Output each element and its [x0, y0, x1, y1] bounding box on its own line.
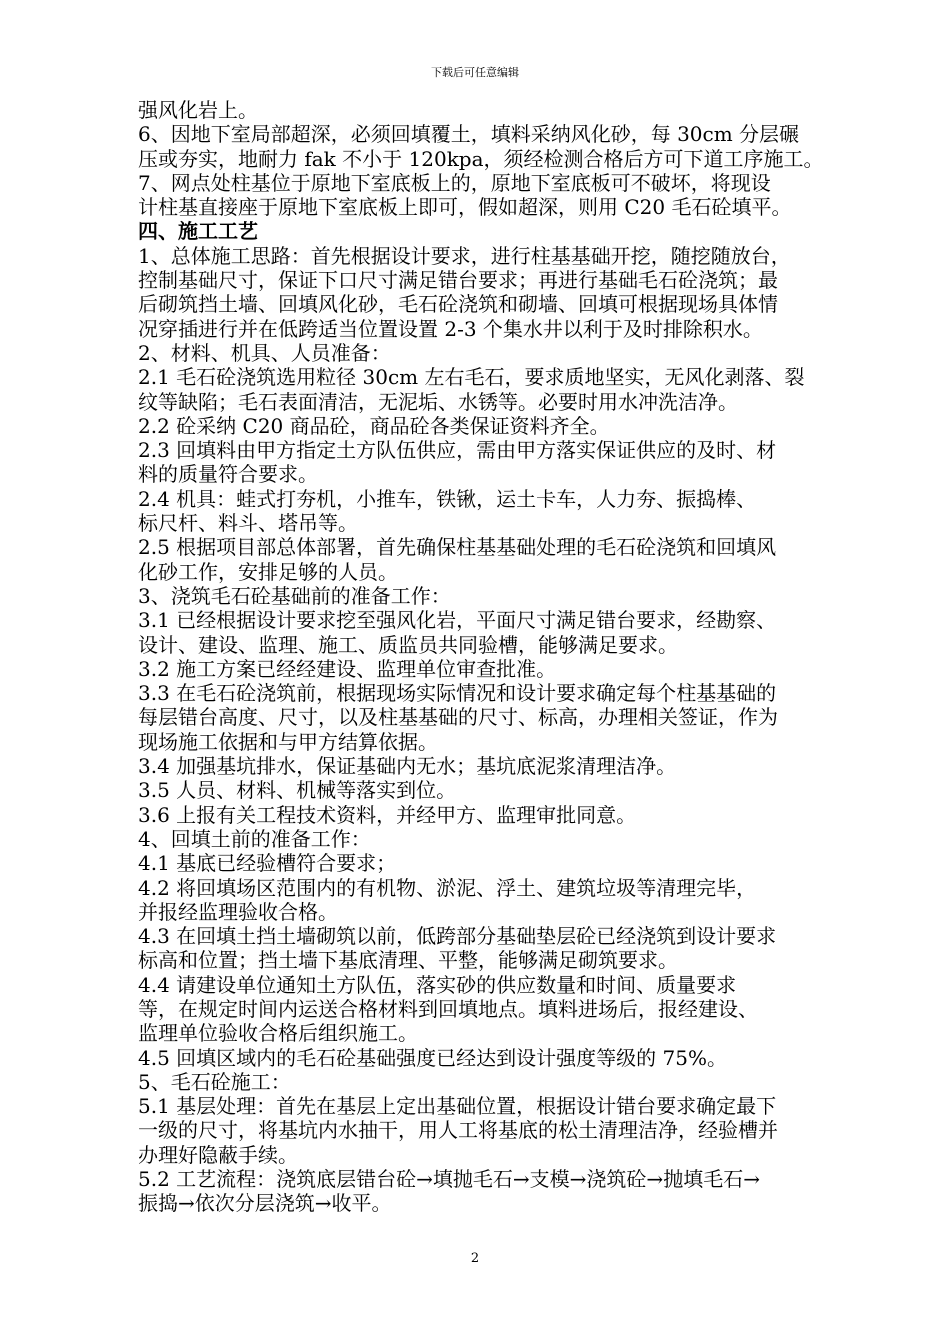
text-line: 2.5 根据项目部总体部署，首先确保柱基基础处理的毛石砼浇筑和回填风 — [138, 535, 777, 560]
text-line: 7、网点处柱基位于原地下室底板上的，原地下室底板可不破坏，将现设 — [138, 170, 771, 195]
text-line: 况穿插进行并在低跨适当位置设置 2-3 个集水井以利于及时排除积水。 — [138, 316, 763, 341]
text-line: 4.5 回填区域内的毛石砼基础强度已经达到设计强度等级的 75%。 — [138, 1045, 727, 1070]
text-line: 3.6 上报有关工程技术资料，并经甲方、监理审批同意。 — [138, 802, 637, 827]
text-line: 4.1 基底已经验槽符合要求； — [138, 851, 397, 876]
text-line: 后砌筑挡土墙、回填风化砂，毛石砼浇筑和砌墙、回填可根据现场具体情 — [138, 292, 778, 317]
text-line: 2.1 毛石砼浇筑选用粒径 30cm 左右毛石，要求质地坚实，无风化剥落、裂 — [138, 365, 805, 390]
text-line: 纹等缺陷；毛石表面清洁，无泥垢、水锈等。必要时用水冲洗洁净。 — [138, 389, 738, 414]
text-line: 计柱基直接座于原地下室底板上即可，假如超深，则用 C20 毛石砼填平。 — [138, 195, 792, 220]
text-line: 4.3 在回填土挡土墙砌筑以前，低跨部分基础垫层砼已经浇筑到设计要求 — [138, 924, 777, 949]
text-line: 4.4 请建设单位通知土方队伍，落实砂的供应数量和时间、质量要求 — [138, 972, 737, 997]
text-line: 3.5 人员、材料、机械等落实到位。 — [138, 778, 457, 803]
text-line: 5.2 工艺流程：浇筑底层错台砼→填抛毛石→支模→浇筑砼→抛填毛石→ — [138, 1167, 760, 1192]
text-line: 并报经监理验收合格。 — [138, 899, 338, 924]
page-number: 2 — [470, 1251, 480, 1266]
section-heading: 四、施工工艺 — [138, 219, 258, 244]
text-line: 办理好隐蔽手续。 — [138, 1142, 298, 1167]
text-line: 控制基础尺寸，保证下口尺寸满足错台要求；再进行基础毛石砼浇筑；最 — [138, 268, 778, 293]
text-line: 3.4 加强基坑排水，保证基础内无水；基坑底泥浆清理洁净。 — [138, 754, 677, 779]
text-line: 2、材料、机具、人员准备： — [138, 340, 391, 365]
text-line: 3、浇筑毛石砼基础前的准备工作： — [138, 583, 451, 608]
text-line: 料的质量符合要求。 — [138, 462, 318, 487]
text-line: 6、因地下室局部超深，必须回填覆土，填料采纳风化砂，每 30cm 分层碾 — [138, 122, 800, 147]
text-line: 2.3 回填料由甲方指定土方队伍供应，需由甲方落实保证供应的及时、材 — [138, 438, 777, 463]
text-line: 振捣→依次分层浇筑→收平。 — [138, 1191, 392, 1216]
text-line: 等，在规定时间内运送合格材料到回填地点。填料进场后，报经建设、 — [138, 996, 758, 1021]
text-line: 3.3 在毛石砼浇筑前，根据现场实际情况和设计要求确定每个柱基基础的 — [138, 681, 777, 706]
text-line: 2.4 机具：蛙式打夯机，小推车，铁锹，运土卡车，人力夯、振捣棒、 — [138, 486, 757, 511]
text-line: 3.2 施工方案已经经建设、监理单位审查批准。 — [138, 656, 557, 681]
text-line: 监理单位验收合格后组织施工。 — [138, 1021, 418, 1046]
text-line: 设计、建设、监理、施工、质监员共同验槽，能够满足要求。 — [138, 632, 678, 657]
text-line: 2.2 砼采纳 C20 商品砼，商品砼各类保证资料齐全。 — [138, 413, 610, 438]
text-line: 3.1 已经根据设计要求挖至强风化岩，平面尺寸满足错台要求，经勘察、 — [138, 608, 777, 633]
text-line: 强风化岩上。 — [138, 98, 258, 122]
text-line: 每层错台高度、尺寸，以及柱基基础的尺寸、标高，办理相关签证，作为 — [138, 705, 778, 730]
text-line: 一级的尺寸，将基坑内水抽干，用人工将基底的松土清理洁净，经验槽并 — [138, 1118, 778, 1143]
text-line: 压或夯实，地耐力 fak 不小于 120kpa，须经检测合格后方可下道工序施工。 — [138, 146, 824, 171]
text-line: 5、毛石砼施工： — [138, 1069, 291, 1094]
document-body — [138, 98, 868, 1216]
text-line: 现场施工依据和与甲方结算依据。 — [138, 729, 438, 754]
text-line: 4、回填土前的准备工作： — [138, 826, 371, 851]
text-line: 标尺杆、料斗、塔吊等。 — [138, 511, 358, 536]
page-header: 下载后可任意编辑 — [431, 66, 519, 79]
text-line: 4.2 将回填场区范围内的有机物、淤泥、浮土、建筑垃圾等清理完毕， — [138, 875, 757, 900]
text-line: 1、总体施工思路：首先根据设计要求，进行柱基基础开挖，随挖随放台， — [138, 243, 791, 268]
text-line: 化砂工作，安排足够的人员。 — [138, 559, 398, 584]
text-line: 5.1 基层处理：首先在基层上定出基础位置，根据设计错台要求确定最下 — [138, 1094, 777, 1119]
text-line: 标高和位置；挡土墙下基底清理、平整，能够满足砌筑要求。 — [138, 948, 678, 973]
